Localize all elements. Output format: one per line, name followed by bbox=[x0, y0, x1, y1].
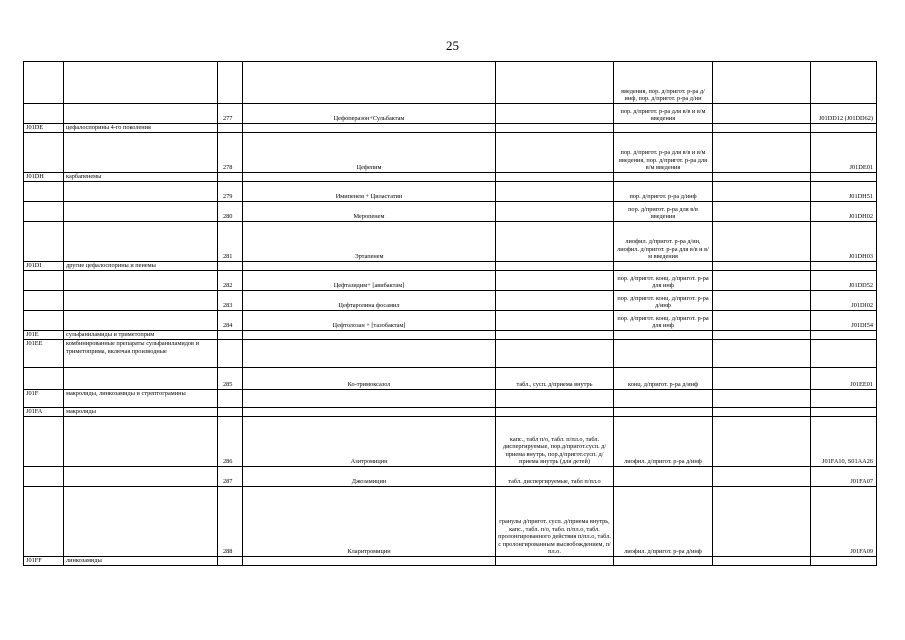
injection-forms-cell: пор. д/пригот. р-ра д/инф bbox=[614, 182, 713, 202]
atc-group-code-cell: J01FF bbox=[24, 557, 64, 566]
atc-code-cell: J01FA10, S01AA26 bbox=[811, 417, 877, 467]
atc-group-code-cell bbox=[24, 417, 64, 467]
injection-forms-cell bbox=[614, 331, 713, 340]
oral-forms-cell bbox=[496, 202, 614, 222]
atc-group-code-cell: J01F bbox=[24, 390, 64, 408]
row-number-cell bbox=[218, 124, 243, 133]
atc-code-cell bbox=[811, 62, 877, 104]
atc-group-code-cell bbox=[24, 271, 64, 291]
drug-row bbox=[24, 222, 877, 262]
drug-name-cell bbox=[243, 408, 496, 417]
atc-group-code-cell bbox=[24, 133, 64, 173]
atc-group-name-cell bbox=[64, 62, 218, 104]
extra-forms-cell bbox=[713, 182, 811, 202]
oral-forms-cell bbox=[496, 557, 614, 566]
atc-group-code-cell bbox=[24, 182, 64, 202]
drug-name-cell bbox=[243, 173, 496, 182]
extra-forms-cell bbox=[713, 104, 811, 124]
atc-group-name-cell bbox=[64, 222, 218, 262]
atc-code-cell: J01DH51 bbox=[811, 182, 877, 202]
group-row bbox=[24, 340, 877, 368]
atc-group-code-cell bbox=[24, 202, 64, 222]
extra-forms-cell bbox=[713, 340, 811, 368]
row-number-cell bbox=[218, 408, 243, 417]
atc-group-code-cell bbox=[24, 62, 64, 104]
atc-group-name-cell: другие цефалоспорины и пенемы bbox=[64, 262, 218, 271]
oral-forms-cell bbox=[496, 408, 614, 417]
drug-name-cell: Цефоперазон+Сульбактам bbox=[243, 104, 496, 124]
injection-forms-cell: конц. д/пригот. р-ра д/инф bbox=[614, 368, 713, 390]
atc-group-code-cell: J01FA bbox=[24, 408, 64, 417]
drug-name-cell: Цефтолозан + [тазобактам] bbox=[243, 311, 496, 331]
atc-group-name-cell bbox=[64, 291, 218, 311]
drug-name-cell bbox=[243, 62, 496, 104]
drug-row bbox=[24, 271, 877, 291]
atc-code-cell: J01DE01 bbox=[811, 133, 877, 173]
group-row bbox=[24, 124, 877, 133]
drug-name-cell: Имипенем + Циластатин bbox=[243, 182, 496, 202]
oral-forms-cell bbox=[496, 262, 614, 271]
drug-row bbox=[24, 202, 877, 222]
injection-forms-cell: пор. д/пригот. конц. д/пригот. р-ра для инф bbox=[614, 311, 713, 331]
injection-forms-cell: пор. д/пригот. р-ра для в/в введения bbox=[614, 202, 713, 222]
injection-forms-cell: лиофил. д/пригот. р-ра д/инф bbox=[614, 417, 713, 467]
atc-code-cell: J01DH03 bbox=[811, 222, 877, 262]
extra-forms-cell bbox=[713, 331, 811, 340]
injection-forms-cell bbox=[614, 467, 713, 487]
row-number-cell: 283 bbox=[218, 291, 243, 311]
oral-forms-cell bbox=[496, 390, 614, 408]
atc-group-name-cell bbox=[64, 417, 218, 467]
injection-forms-cell bbox=[614, 408, 713, 417]
oral-forms-cell bbox=[496, 291, 614, 311]
drug-row bbox=[24, 133, 877, 173]
drug-name-cell: Меропенем bbox=[243, 202, 496, 222]
atc-code-cell: J01DH02 bbox=[811, 202, 877, 222]
injection-forms-cell: пор. д/пригот. р-ра для в/в и в/м введения bbox=[614, 104, 713, 124]
oral-forms-cell bbox=[496, 62, 614, 104]
row-number-cell bbox=[218, 262, 243, 271]
atc-group-code-cell bbox=[24, 222, 64, 262]
drug-name-cell: Цефтазидим+ [авибактам] bbox=[243, 271, 496, 291]
drug-name-cell bbox=[243, 390, 496, 408]
injection-forms-cell bbox=[614, 340, 713, 368]
atc-group-name-cell: комбинированные препараты сульфаниламидов и триметоприма, включая производные bbox=[64, 340, 218, 368]
group-row bbox=[24, 557, 877, 566]
extra-forms-cell bbox=[713, 417, 811, 467]
atc-group-name-cell bbox=[64, 467, 218, 487]
oral-forms-cell bbox=[496, 222, 614, 262]
atc-group-name-cell bbox=[64, 182, 218, 202]
injection-forms-cell bbox=[614, 557, 713, 566]
page-number: 25 bbox=[446, 38, 459, 53]
drug-row bbox=[24, 62, 877, 104]
atc-code-cell bbox=[811, 331, 877, 340]
atc-code-cell: J01FA07 bbox=[811, 467, 877, 487]
row-number-cell: 281 bbox=[218, 222, 243, 262]
atc-code-cell bbox=[811, 408, 877, 417]
atc-code-cell: J01DD52 bbox=[811, 271, 877, 291]
injection-forms-cell bbox=[614, 262, 713, 271]
oral-forms-cell bbox=[496, 311, 614, 331]
extra-forms-cell bbox=[713, 487, 811, 557]
row-number-cell bbox=[218, 340, 243, 368]
atc-code-cell: J01FA09 bbox=[811, 487, 877, 557]
row-number-cell: 284 bbox=[218, 311, 243, 331]
table-body bbox=[24, 62, 877, 566]
drug-name-cell: Азитромицин bbox=[243, 417, 496, 467]
oral-forms-cell bbox=[496, 182, 614, 202]
drug-name-cell: Ко-тримоксазол bbox=[243, 368, 496, 390]
drug-row bbox=[24, 487, 877, 557]
injection-forms-cell: пор. д/пригот. р-ра для в/в и в/м введения, пор. д/пригот. р-ра для в/м введения bbox=[614, 133, 713, 173]
atc-code-cell bbox=[811, 340, 877, 368]
atc-group-code-cell: J01DI bbox=[24, 262, 64, 271]
atc-group-code-cell bbox=[24, 368, 64, 390]
atc-group-code-cell: J01EE bbox=[24, 340, 64, 368]
atc-group-code-cell bbox=[24, 104, 64, 124]
extra-forms-cell bbox=[713, 271, 811, 291]
oral-forms-cell bbox=[496, 271, 614, 291]
drug-name-cell bbox=[243, 557, 496, 566]
drug-table bbox=[23, 61, 877, 566]
atc-group-name-cell: карбапенемы bbox=[64, 173, 218, 182]
oral-forms-cell: табл. диспергируемые, табл п/пл.о bbox=[496, 467, 614, 487]
row-number-cell: 280 bbox=[218, 202, 243, 222]
drug-row bbox=[24, 467, 877, 487]
injection-forms-cell: введения, пор. д/пригот. р-ра д/инф, пор. д/пригот. р-ра д/ин bbox=[614, 62, 713, 104]
extra-forms-cell bbox=[713, 133, 811, 173]
oral-forms-cell: гранулы д/пригот. сусп. д/приема внутрь, капс., табл. п/о, табл. п/пл.о, табл. пролонгированного действия п/пл.о, табл. с пролонгированным высвобождением, п/пл.о. bbox=[496, 487, 614, 557]
group-row bbox=[24, 173, 877, 182]
row-number-cell: 288 bbox=[218, 487, 243, 557]
atc-code-cell: J01DI02 bbox=[811, 291, 877, 311]
drug-name-cell bbox=[243, 331, 496, 340]
drug-name-cell bbox=[243, 124, 496, 133]
atc-group-name-cell bbox=[64, 311, 218, 331]
row-number-cell: 277 bbox=[218, 104, 243, 124]
injection-forms-cell bbox=[614, 390, 713, 408]
oral-forms-cell bbox=[496, 173, 614, 182]
atc-group-name-cell: макролиды, линкозамиды и стрептограмины bbox=[64, 390, 218, 408]
atc-group-code-cell: J01DE bbox=[24, 124, 64, 133]
extra-forms-cell bbox=[713, 368, 811, 390]
row-number-cell: 286 bbox=[218, 417, 243, 467]
row-number-cell bbox=[218, 390, 243, 408]
row-number-cell: 279 bbox=[218, 182, 243, 202]
extra-forms-cell bbox=[713, 62, 811, 104]
row-number-cell bbox=[218, 557, 243, 566]
atc-code-cell bbox=[811, 262, 877, 271]
extra-forms-cell bbox=[713, 557, 811, 566]
injection-forms-cell bbox=[614, 124, 713, 133]
row-number-cell bbox=[218, 62, 243, 104]
group-row bbox=[24, 390, 877, 408]
drug-row bbox=[24, 104, 877, 124]
injection-forms-cell: лиофил. д/пригот. р-ра д/инф bbox=[614, 487, 713, 557]
drug-row bbox=[24, 417, 877, 467]
row-number-cell bbox=[218, 173, 243, 182]
atc-group-code-cell: J01E bbox=[24, 331, 64, 340]
oral-forms-cell: капс., табл п/о, табл. п/пл.о, табл. диспергируемые, пор.д/пригот.сусп. д/приема внутрь, пор.д/пригот.сусп. д/приема внутрь (для детей) bbox=[496, 417, 614, 467]
oral-forms-cell bbox=[496, 124, 614, 133]
atc-group-name-cell bbox=[64, 368, 218, 390]
row-number-cell: 278 bbox=[218, 133, 243, 173]
injection-forms-cell bbox=[614, 173, 713, 182]
drug-name-cell: Эртапенем bbox=[243, 222, 496, 262]
atc-group-code-cell bbox=[24, 291, 64, 311]
drug-row bbox=[24, 291, 877, 311]
atc-group-name-cell bbox=[64, 202, 218, 222]
row-number-cell: 287 bbox=[218, 467, 243, 487]
atc-code-cell bbox=[811, 390, 877, 408]
atc-code-cell bbox=[811, 557, 877, 566]
atc-group-name-cell bbox=[64, 487, 218, 557]
drug-row bbox=[24, 311, 877, 331]
atc-code-cell bbox=[811, 124, 877, 133]
atc-group-name-cell bbox=[64, 104, 218, 124]
row-number-cell: 285 bbox=[218, 368, 243, 390]
oral-forms-cell bbox=[496, 104, 614, 124]
atc-group-code-cell bbox=[24, 487, 64, 557]
injection-forms-cell: пор. д/пригот. конц. д/пригот. р-ра д/инф bbox=[614, 291, 713, 311]
atc-group-code-cell bbox=[24, 311, 64, 331]
extra-forms-cell bbox=[713, 202, 811, 222]
oral-forms-cell bbox=[496, 331, 614, 340]
extra-forms-cell bbox=[713, 173, 811, 182]
atc-group-name-cell: макролиды bbox=[64, 408, 218, 417]
atc-code-cell: J01DI54 bbox=[811, 311, 877, 331]
atc-code-cell bbox=[811, 173, 877, 182]
drug-row bbox=[24, 182, 877, 202]
extra-forms-cell bbox=[713, 262, 811, 271]
row-number-cell bbox=[218, 331, 243, 340]
extra-forms-cell bbox=[713, 124, 811, 133]
atc-code-cell: J01EE01 bbox=[811, 368, 877, 390]
extra-forms-cell bbox=[713, 467, 811, 487]
atc-group-name-cell: цефалоспорины 4-го поколения bbox=[64, 124, 218, 133]
atc-code-cell: J01DD12 (J01DD62) bbox=[811, 104, 877, 124]
group-row bbox=[24, 262, 877, 271]
oral-forms-cell: табл., сусп. д/приема внутрь bbox=[496, 368, 614, 390]
atc-group-name-cell bbox=[64, 271, 218, 291]
drug-row bbox=[24, 368, 877, 390]
drug-name-cell: Джозамицин bbox=[243, 467, 496, 487]
drug-name-cell: Цефтаролина фосамил bbox=[243, 291, 496, 311]
drug-name-cell bbox=[243, 340, 496, 368]
extra-forms-cell bbox=[713, 408, 811, 417]
oral-forms-cell bbox=[496, 133, 614, 173]
atc-group-name-cell bbox=[64, 133, 218, 173]
atc-group-name-cell: линкозамиды bbox=[64, 557, 218, 566]
drug-name-cell: Цефепим bbox=[243, 133, 496, 173]
extra-forms-cell bbox=[713, 222, 811, 262]
oral-forms-cell bbox=[496, 340, 614, 368]
extra-forms-cell bbox=[713, 311, 811, 331]
drug-name-cell: Кларитромицин bbox=[243, 487, 496, 557]
atc-group-code-cell: J01DH bbox=[24, 173, 64, 182]
extra-forms-cell bbox=[713, 291, 811, 311]
row-number-cell: 282 bbox=[218, 271, 243, 291]
drug-name-cell bbox=[243, 262, 496, 271]
extra-forms-cell bbox=[713, 390, 811, 408]
atc-group-name-cell: сульфаниламиды и триметоприм bbox=[64, 331, 218, 340]
group-row bbox=[24, 331, 877, 340]
injection-forms-cell: лиофил. д/пригот. р-ра д/ин, лиофил. д/пригот. р-ра для в/в и в/м введения bbox=[614, 222, 713, 262]
group-row bbox=[24, 408, 877, 417]
atc-group-code-cell bbox=[24, 467, 64, 487]
injection-forms-cell: пор. д/пригот. конц. д/пригот. р-ра для инф bbox=[614, 271, 713, 291]
